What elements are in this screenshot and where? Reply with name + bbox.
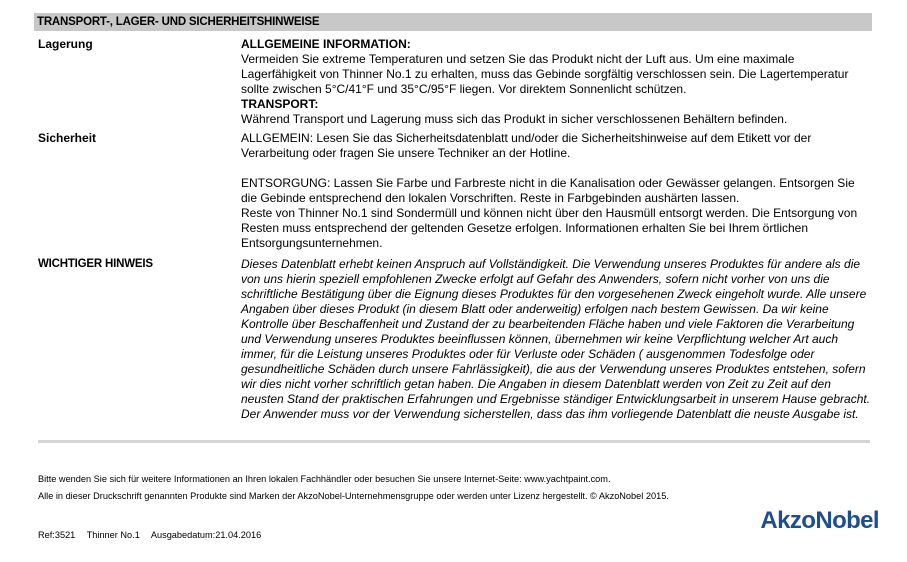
footer-info-line: Bitte wenden Sie sich für weitere Informationen an Ihren lokalen Fachhändler oder besuchen Sie unsere Internet-Seite: www.yachtpaint.com. — [38, 474, 611, 484]
section-divider — [38, 440, 870, 443]
disclaimer-text: Dieses Datenblatt erhebt keinen Anspruch auf Vollständigkeit. Die Verwendung unseres Produktes für andere als die von uns hierin speziell empfohlenen Zwecke erfolgt auf Gefahr des Anwenders, sofern nicht vorher von uns die schriftliche Bestätigung über die Eignung dieses Produktes für den vorgesehenen Zweck eingeholt wurde. Alle unsere Angaben über dieses Produkt (in diesem Blatt oder anderweitig) erfolgen nach bestem Gewissen. Da wir keine Kontrolle über Beschaffenheit und Zustand der zu bearbeitenden Fläche haben und viele Faktoren die Verarbeitung und Verwendung unseres Produktes beeinflussen können, übernehmen wir keine Verpflichtung welcher Art auch immer, für die Leistung unseres Produktes oder für Verluste oder Schäden ( ausgenommen Todesfolge oder gesundheitliche Schäden durch unsere Fahrlässigkeit), die aus der Verwendung unseres Produktes entstehen, sofern wir dies nicht vorher schriftlich getan haben. Die Angaben in diesem Datenblatt werden von Zeit zu Zeit auf den neusten Stand der praktischen Erfahrungen und Ergebnisse ständiger Entwicklungsarbeit in unserem Hause gebracht. Der Anwender muss vor der Verwendung sicherstellen, dass das ihm vorliegende Datenblatt die neuste Ausgabe ist. — [241, 257, 871, 421]
product-name: Thinner No.1 — [86, 530, 140, 540]
notice-label: WICHTIGER HINWEIS — [38, 258, 153, 270]
transport-heading: TRANSPORT: — [241, 97, 319, 111]
storage-content — [241, 37, 871, 127]
reference-number: Ref:3521 — [38, 530, 76, 540]
safety-content — [241, 131, 871, 251]
paragraph-gap — [241, 161, 871, 176]
issue-date: Ausgabedatum:21.04.2016 — [150, 530, 262, 540]
disposal-text: ENTSORGUNG: Lassen Sie Farbe und Farbreste nicht in die Kanalisation oder Gewässer gelangen. Entsorgen Sie die Gebinde entsprechend den lokalen Vorschriften. Reste in Farbgebinden aushärten lassen. — [241, 176, 855, 205]
footer-trademark-line: Alle in dieser Druckschrift genannten Produkte sind Marken der AkzoNobel-Unternehmensgruppe oder werden unter Lizenz hergestellt. © AkzoNobel 2015. — [38, 491, 669, 501]
notice-content — [241, 257, 871, 422]
section-title: TRANSPORT-, LAGER- UND SICHERHEITSHINWEISE — [34, 13, 872, 31]
general-info-text: Vermeiden Sie extreme Temperaturen und setzen Sie das Produkt nicht der Luft aus. Um eine maximale Lagerfähigkeit von Thinner No.1 zu erhalten, muss das Gebinde sorgfältig verschlossen sein. Die Lagertemperatur sollte zwischen 5°C/41°F und 35°C/95°F liegen. Vor direktem Sonnenlicht schützen. — [241, 52, 849, 96]
safety-label: Sicherheit — [38, 131, 97, 145]
document-reference — [38, 529, 270, 541]
transport-text: Während Transport und Lagerung muss sich das Produkt in sicher verschlossenen Behältern befinden. — [241, 112, 788, 126]
akzonobel-logo: AkzoNobel — [760, 507, 879, 534]
general-info-heading: ALLGEMEINE INFORMATION: — [241, 37, 411, 51]
safety-general-text: ALLGEMEIN: Lesen Sie das Sicherheitsdatenblatt und/oder die Sicherheitshinweise auf dem Etikett vor der Verarbeitung oder fragen Sie unsere Techniker an der Hotline. — [241, 131, 812, 160]
disposal-remainder-text: Reste von Thinner No.1 sind Sondermüll und können nicht über den Hausmüll entsorgt werden. Die Entsorgung von Resten muss entsprechend der geltenden Gesetze erfolgen. Informationen erhalten Sie bei Ihrem örtlichen Entsorgungsunternehmen. — [241, 206, 858, 250]
storage-label: Lagerung — [38, 37, 93, 51]
